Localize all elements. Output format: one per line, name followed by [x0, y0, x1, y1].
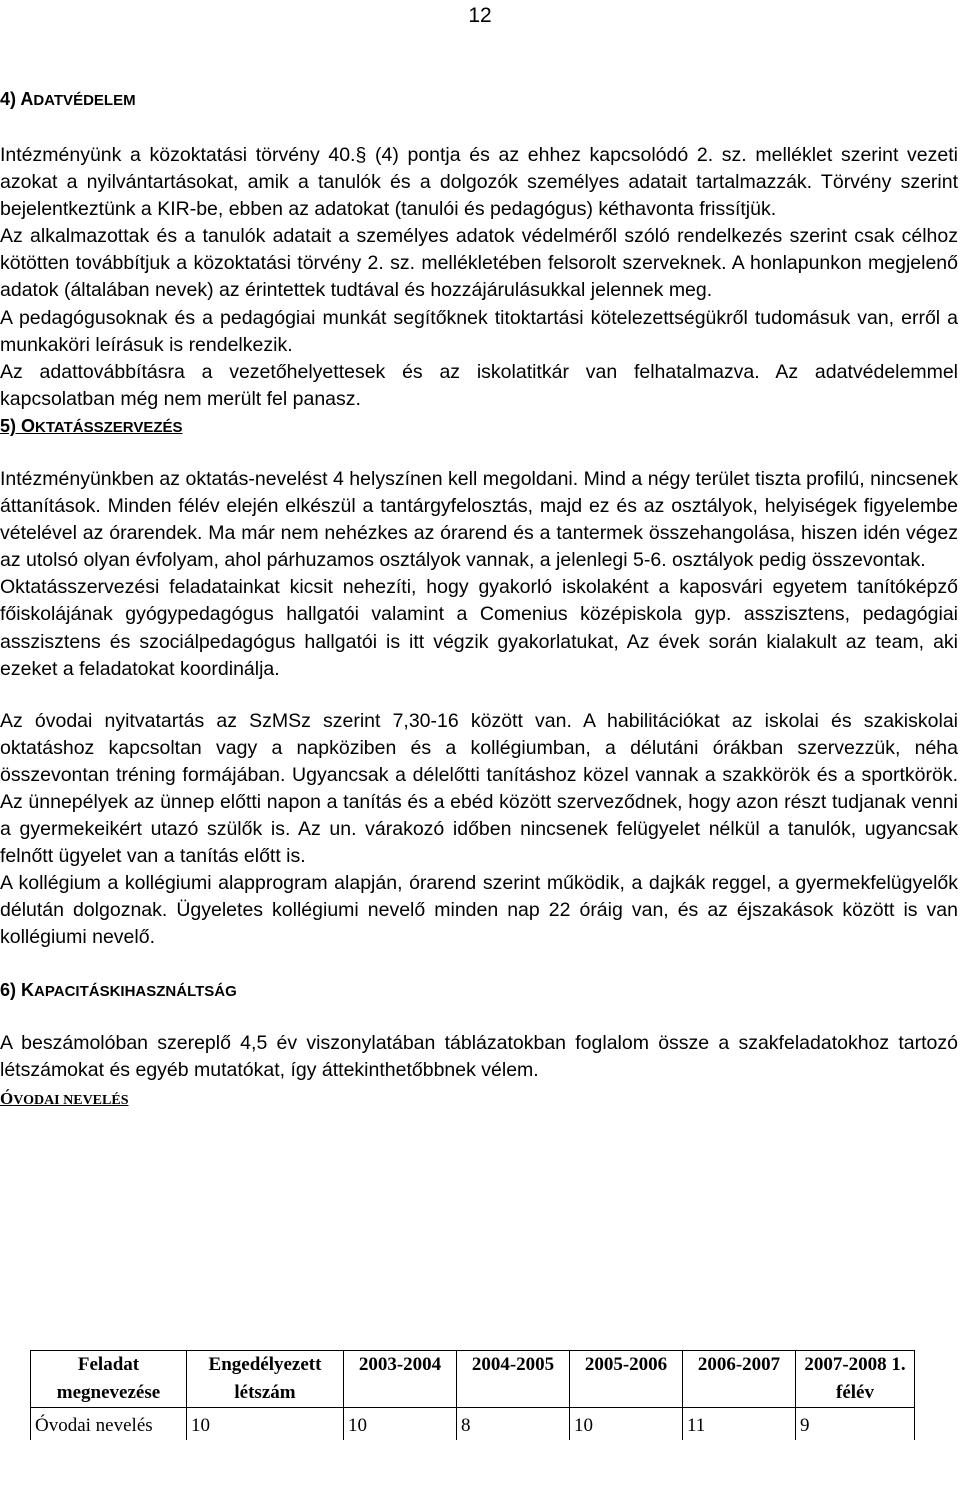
section-heading-adatvedelem — [0, 86, 958, 114]
paragraph: A pedagógusoknak és a pedagógiai munkát segítőknek titoktartási kötelezettségükről tudomásuk van, erről a munkaköri leírásuk is rendelkezik. — [0, 306, 958, 356]
sub-heading-ovodai-neveles — [0, 1088, 958, 1112]
paragraph: Az alkalmazottak és a tanulók adatait a személyes adatok védelméről szóló rendelkezés szerint csak célhoz kötötten továbbítjuk a közoktatási törvény 2. sz. mellékletében felsorolt szerveknek. A honlapunkon megjelenő adatok (általában nevek) az érintettek tudtával és hozzájárulásukkal jelennek meg. — [0, 225, 958, 302]
table-cell: 9 — [796, 1408, 915, 1441]
paragraph: A beszámolóban szereplő 4,5 év viszonylatában táblázatokban foglalom össze a szakfeladatokhoz tartozó létszámokat és egyéb mutatókat, így áttekinthetőbbnek vélem. — [0, 1031, 958, 1081]
page-number: 12 — [468, 4, 492, 27]
header-cell: 2003-2004 — [344, 1351, 457, 1408]
header-cell: 2004-2005 — [457, 1351, 570, 1408]
table-cell: 10 — [344, 1408, 457, 1441]
sub-heading-rest: VODAI NEVELÉS — [13, 1092, 129, 1108]
heading-rest: KTATÁSSZERVEZÉS — [35, 418, 183, 436]
paragraph: Intézményünk a közoktatási törvény 40.§ (4) pontja és az ehhez kapcsolódó 2. sz. melléklet szerint vezeti azokat a nyilvántartásokat, amik a tanulók és a dolgozók személyes adatait tartalmazzák. Törvény szerint bejelentkeztünk a KIR-be, ebben az adatokat (tanulói és pedagógus) kéthavonta frissítjük. — [0, 144, 958, 221]
sub-heading-initial: Ó — [0, 1088, 14, 1108]
header-cell: Feladat megnevezése — [31, 1351, 187, 1408]
table-cell: 10 — [187, 1408, 344, 1441]
heading-rest: DATVÉDELEM — [33, 92, 136, 109]
paragraph: Oktatásszervezési feladatainkat kicsit nehezíti, hogy gyakorló iskolaként a kaposvári egyetem tanítóképző főiskolájának gyógypedagógus hallgatói valamint a Comenius középiskola gyp. asszisztens, pedagógiai asszisztens és szociálpedagógus hallgatói is itt végzik gyakorlatukat, Az évek során kialakult az team, aki ezeket a feladatokat koordinálja. — [0, 576, 958, 680]
header-cell: 2007-2008 1. félév — [796, 1351, 915, 1408]
paragraph: Az adattovábbításra a vezetőhelyettesek és az iskolatitkár van felhatalmazva. Az adatvédelemmel kapcsolatban még nem merült fel panasz. — [0, 360, 958, 410]
table-cell: 10 — [570, 1408, 683, 1441]
header-cell: 2006-2007 — [683, 1351, 796, 1408]
paragraph: A kollégium a kollégiumi alapprogram alapján, órarend szerint működik, a dajkák reggel, a gyermekfelügyelők délután dolgoznak. Ügyeletes kollégiumi nevelő minden nap 22 óráig van, és az éjszakások között is van kollégiumi nevelő. — [0, 872, 958, 949]
table-row — [31, 1408, 915, 1441]
heading-rest: APACITÁSKIHASZNÁLTSÁG — [34, 982, 237, 1000]
paragraph: Intézményünkben az oktatás-nevelést 4 helyszínen kell megoldani. Mind a négy terület tiszta profilú, nincsenek áttanítások. Minden félév elején elkészül a tantárgyfelosztás, majd ez és az osztályok, helyiségek figyelembe vételével az órarendek. Ma már nem nehézkes az órarend és a tantermek összehangolása, hiszen idén végez az utolsó olyan évfolyam, ahol párhuzamos osztályok vannak, a jelenlegi 5-6. osztályok pedig összevontak. — [0, 467, 958, 572]
section-heading-oktatasszervezes — [0, 413, 958, 441]
table-header-row — [31, 1351, 915, 1408]
header-cell: 2005-2006 — [570, 1351, 683, 1408]
paragraph: Az óvodai nyitvatartás az SzMSz szerint 7,30-16 között van. A habilitációkat az iskolai és szakiskolai oktatáshoz kapcsoltan vagy a napköziben és a kollégiumban, a délutáni órákban szervezzük, néha összevontan tréning formájában. Ugyancsak a délelőtti tanításhoz közel vannak a szakkörök és a sportkörök. Az ünnepélyek az ünnep előtti napon a tanítás és a ebéd között szerveződnek, hogy azon részt tudjanak venni a gyermekeikért utazó szülők is. Az un. várakozó időben nincsenek felügyelet nélkül a tanulók, ugyancsak felnőtt ügyelet van a tanítás előtt is. — [0, 709, 958, 868]
table-cell: 8 — [457, 1408, 570, 1441]
table-cell: Óvodai nevelés — [31, 1408, 187, 1441]
document-body — [0, 86, 958, 1112]
heading-prefix: 6) K — [0, 979, 35, 1000]
section-heading-kapacitas — [0, 977, 958, 1005]
table-cell: 11 — [683, 1408, 796, 1441]
heading-prefix: 4) A — [0, 89, 34, 109]
header-cell: Engedélyezett létszám — [187, 1351, 344, 1408]
heading-prefix: 5) O — [0, 415, 36, 436]
data-table — [30, 1350, 915, 1440]
